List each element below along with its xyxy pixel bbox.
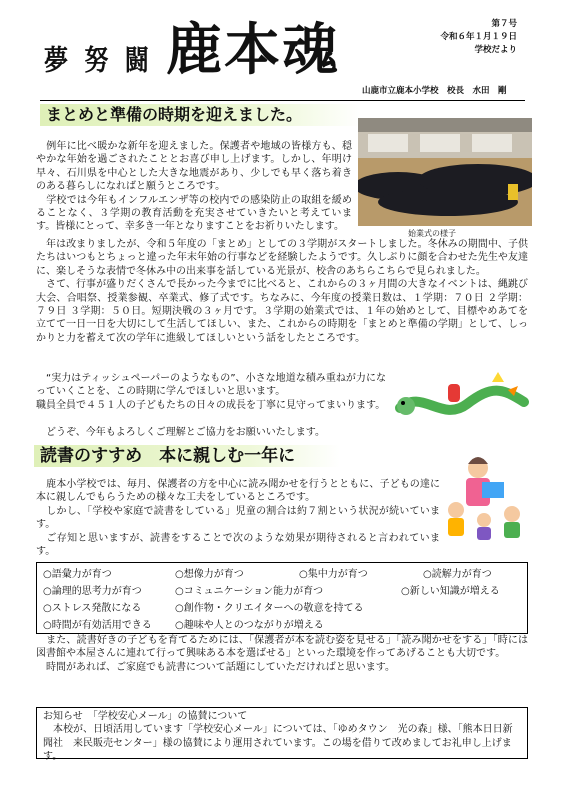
effect-item: ○コミュニケーション能力が育つ bbox=[175, 586, 324, 597]
header-divider bbox=[40, 100, 525, 101]
dragon-illustration bbox=[392, 368, 532, 430]
effect-item: ○時間が有効活用できる bbox=[43, 620, 152, 631]
third-term-paragraph: 年は改まりましたが、令和５年度の「まとめ」としての３学期がスタートしました。冬休みの期間中、子供たちはいつもとちょっと違った年末年始の行事などを経験したようです。久しぶりに顔を合わせた先生や友達に、楽しそうな表情で冬休み中の出来事を話している光景が、校舎のあちらこちらで見られました。 さて、行事が盛りだくさんで長かった今までに比べると、これからの３ヶ月間の大きなイベントは、縄跳び大会、合唱祭、授業参観、卒業式、修了式です。ちなみに、今年度の授業日数は、１学期：７０日 ２学期：７９日 ３学期：５０日。短期決戦の３ヶ月です。３学期の始業式では、１年の始めとして、目標やめあてを立てて一日一日を大切にして生活してほしい、また、これからの時期を「まとめと準備の学期」として、しっかりと力を蓄えて次の学年に進級してほしいという話をしたところです。 bbox=[36, 239, 528, 344]
closing-paragraph: どうぞ、今年もよろしくご理解とご協力をお願いいたします。 bbox=[36, 427, 325, 438]
reading-paragraph: 鹿本小学校では、毎月、保護者の方を中心に読み聞かせを行うとともに、子どもの達に本に親しんでもらうための様々な工夫をしているところです。 しかし、「学校や家庭で読書をしている」児童の割合は約７割という状況が続いています。 ご存知と思いますが、読書をすることで次のような効果が期待されると言われています。 bbox=[36, 479, 440, 558]
effect-item: ○趣味や人とのつながりが増える bbox=[175, 620, 324, 631]
effort-paragraph: “実力はティッシュペーパーのようなもの”、小さな地道な積み重ねが力になっていくことを、この時期に学んでほしいと思います。 職員全員で４５１人の子どもたちの日々の成長を丁寧に見守ってまいります。 bbox=[36, 373, 386, 411]
school-name: 山鹿市立鹿本小学校 校長 水田 剛 bbox=[362, 86, 507, 96]
intro-paragraph: 例年に比べ暖かな新年を迎えました。保護者や地域の皆様方も、穏やかな年始を過ごされたこととお喜び申し上げます。しかし、年明け早々、石川県を中心とした大きな地震があり、少しでも早く落ち着きのある暮らしになればと願うところです。 学校では今年もインフルエンザ等の校内での感染防止の取組を緩めることなく、３学期の教育活動を充実させていきたいと考えています。皆様にとって、幸多き一年となりますことをお祈りいたします。 bbox=[36, 141, 352, 233]
effect-item: ○論理的思考力が育つ bbox=[43, 586, 142, 597]
effect-item: ○集中力が育つ bbox=[299, 569, 368, 580]
ceremony-photo bbox=[358, 118, 532, 226]
environment-paragraph: また、読書好きの子どもを育てるためには、「保護者が本を読む姿を見せる」「読み聞かせをする」「時には図書館や本屋さんに連れて行って興味ある本を選ばせる」といった環境を作ってあげることも大切です。 時間があれば、ご家庭でも読書について話題にしていただければと思います。 bbox=[36, 635, 528, 673]
issue-date: 令和６年１月１９日 bbox=[440, 32, 517, 42]
effect-item: ○語彙力が育つ bbox=[43, 569, 112, 580]
effect-item: ○ストレス発散になる bbox=[43, 603, 142, 614]
effect-item: ○想像力が育つ bbox=[175, 569, 244, 580]
effect-item: ○創作物・クリエイターへの敬意を持てる bbox=[175, 603, 364, 614]
reading-illustration bbox=[442, 450, 532, 542]
newsletter-title: 鹿本魂 bbox=[166, 17, 340, 83]
effect-item: ○読解力が育つ bbox=[423, 569, 492, 580]
school-motto: 夢 努 闘 bbox=[44, 43, 153, 77]
section1-heading: まとめと準備の時期を迎えました。 bbox=[40, 104, 361, 126]
notice-box: お知らせ 「学校安心メール」の協賛について 本校が、日頃活用しています「学校安心メール」については、「ゆめタウン 光の森」様、「熊本日日新聞社 来民販売センター」様の協賛により運用されています。この場を借りて改めましてお礼申し上げます。 bbox=[36, 707, 528, 759]
reading-effects-box bbox=[36, 562, 528, 634]
issue-number: 第７号 bbox=[491, 19, 517, 29]
effect-item: ○新しい知識が増える bbox=[401, 586, 500, 597]
issue-meta bbox=[440, 18, 517, 57]
issue-kind: 学校だより bbox=[474, 45, 517, 55]
section2-heading: 読書のすすめ 本に親しむ一年に bbox=[34, 445, 340, 467]
photo-caption: 始業式の様子 bbox=[408, 229, 456, 238]
